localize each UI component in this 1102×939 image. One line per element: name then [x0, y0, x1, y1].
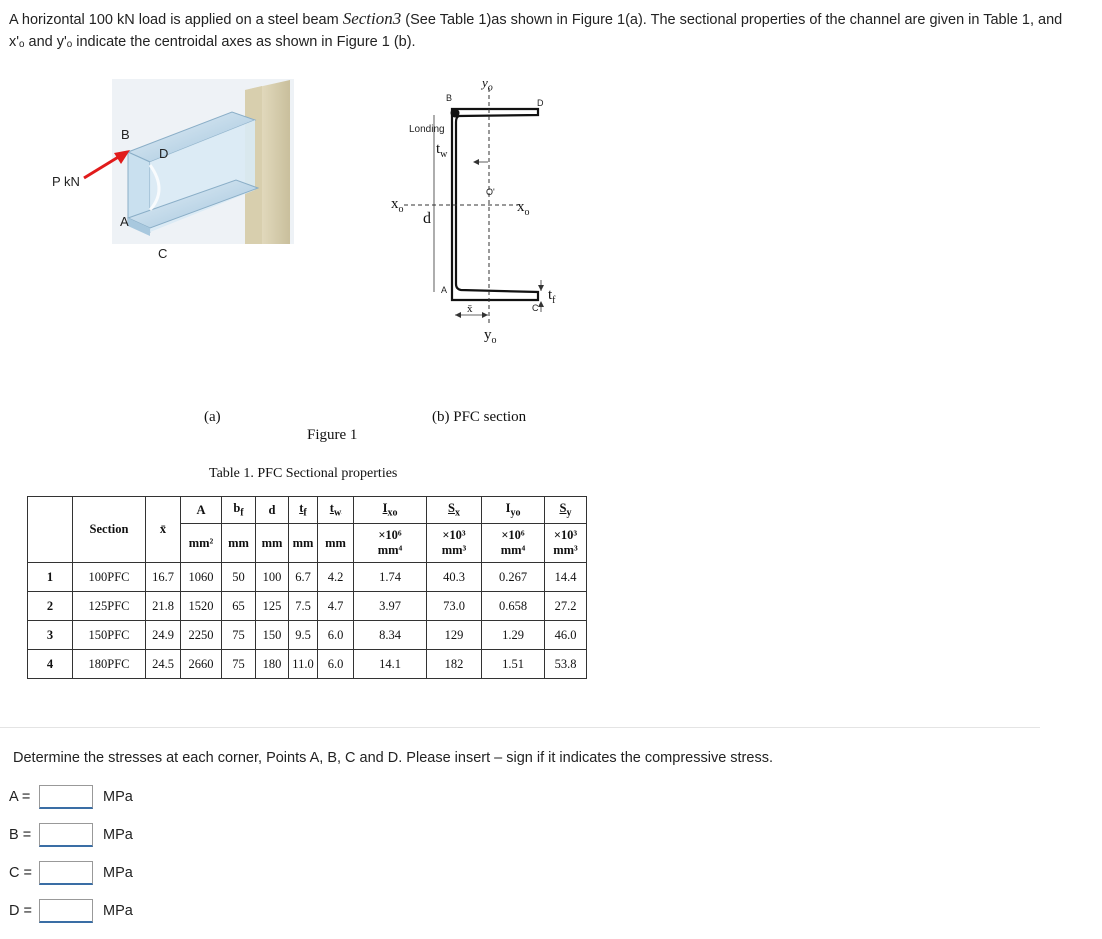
- unit-cell: ×10⁶ mm⁴: [482, 524, 545, 563]
- caption-a: (a): [204, 409, 221, 425]
- label-section-b: B: [446, 93, 453, 103]
- header-col: $I_{yo}$: [482, 497, 545, 524]
- label-yo-bottom: $y_o$: [484, 327, 497, 346]
- properties-table: [27, 496, 587, 679]
- caption-b: (b) PFC section: [432, 409, 527, 425]
- intro-text-2: (See Table 1)as shown in Figure 1(a). The sectional properties of the channel are given in Table 1, and x'ₒ and y'ₒ indicate the centroidal axes as shown in Figure 1 (b).: [9, 12, 1063, 50]
- answer-row-a: [9, 785, 209, 811]
- unit-cell: ×10³ mm³: [427, 524, 482, 563]
- label-loading: Londing: [409, 124, 445, 135]
- answer-unit: MPa: [103, 865, 133, 881]
- answer-unit: MPa: [103, 827, 133, 843]
- label-section-c: C: [532, 303, 539, 313]
- answer-label: B =: [9, 827, 32, 843]
- label-load: P kN: [52, 174, 80, 189]
- header-xbar: x̄: [146, 497, 181, 563]
- answer-input-c[interactable]: [39, 861, 93, 885]
- unit-cell: mm: [222, 524, 256, 563]
- loading-point: [451, 109, 460, 118]
- answer-row-b: [9, 823, 209, 849]
- answer-unit: MPa: [103, 903, 133, 919]
- answer-row-d: [9, 899, 209, 925]
- answer-label: A =: [9, 789, 31, 805]
- label-section-d: D: [537, 98, 544, 108]
- answer-label: D =: [9, 903, 32, 919]
- section-name: Section3: [342, 9, 402, 28]
- label-xo-right: $x_o$: [517, 199, 530, 218]
- header-index: [28, 497, 73, 563]
- answer-row-c: [9, 861, 209, 887]
- label-xo-left: $x_o$: [391, 196, 404, 215]
- header-col: $t_w$: [318, 497, 354, 524]
- label-xbar: x̄: [467, 303, 473, 315]
- label-d: d: [423, 210, 431, 227]
- label-section-a: A: [441, 285, 448, 295]
- label-tf: $t_f$: [548, 287, 556, 306]
- divider: [0, 727, 1040, 728]
- unit-cell: mm²: [181, 524, 222, 563]
- question-text: Determine the stresses at each corner, Points A, B, C and D. Please insert – sign if it indicates the compressive stress.: [13, 750, 773, 766]
- unit-cell: ×10⁶ mm⁴: [354, 524, 427, 563]
- figure-caption: Figure 1: [307, 427, 358, 443]
- table-row: 3 150PFC 24.9 2250 75 150 9.5 6.0 8.34 129 1.29 46.0: [28, 621, 587, 650]
- header-col: $I_{xo}$: [354, 497, 427, 524]
- table-row: 2 125PFC 21.8 1520 65 125 7.5 4.7 3.97 73.0 0.658 27.2: [28, 592, 587, 621]
- table-title: Table 1. PFC Sectional properties: [209, 466, 398, 481]
- unit-cell: mm: [289, 524, 318, 563]
- label-point-b: B: [121, 127, 130, 142]
- table-row: 4 180PFC 24.5 2660 75 180 11.0 6.0 14.1 182 1.51 53.8: [28, 650, 587, 679]
- label-yo-top: $y_o$: [482, 75, 493, 94]
- header-col: $S_y$: [545, 497, 587, 524]
- answer-input-b[interactable]: [39, 823, 93, 847]
- label-point-d: D: [159, 146, 169, 161]
- header-section: Section: [73, 497, 146, 563]
- label-point-c: C: [158, 246, 168, 261]
- label-tw: $t_w$: [436, 141, 448, 160]
- answer-input-d[interactable]: [39, 899, 93, 923]
- answer-unit: MPa: [103, 789, 133, 805]
- unit-cell: ×10³ mm³: [545, 524, 587, 563]
- table-row: 1 100PFC 16.7 1060 50 100 6.7 4.2 1.74 40.3 0.267 14.4: [28, 563, 587, 592]
- intro-text-1: A horizontal 100 kN load is applied on a steel beam: [9, 12, 343, 28]
- header-col: $t_f$: [289, 497, 318, 524]
- answer-input-a[interactable]: [39, 785, 93, 809]
- unit-cell: mm: [256, 524, 289, 563]
- header-col: d: [256, 497, 289, 524]
- label-o-prime: O': [486, 187, 495, 197]
- answer-label: C =: [9, 865, 32, 881]
- table-header-row: [28, 497, 587, 524]
- unit-cell: mm: [318, 524, 354, 563]
- header-col: $b_f$: [222, 497, 256, 524]
- header-col: A: [181, 497, 222, 524]
- header-col: $S_x$: [427, 497, 482, 524]
- label-point-a: A: [120, 214, 129, 229]
